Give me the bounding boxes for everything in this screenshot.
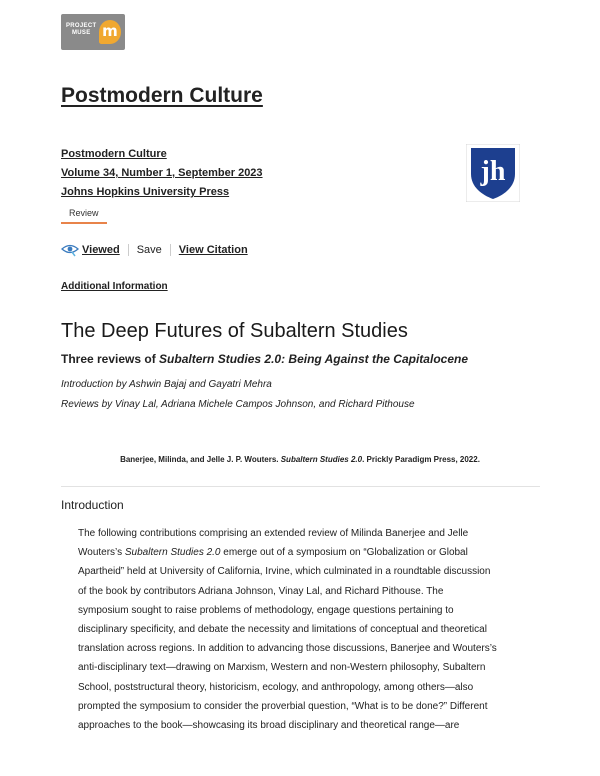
issue-link[interactable]: Volume 34, Number 1, September 2023 xyxy=(61,167,263,179)
action-divider xyxy=(128,244,129,256)
subtitle-prefix: Three reviews of xyxy=(61,352,160,366)
review-badge: Review xyxy=(61,208,107,224)
intro-credit: Introduction by Ashwin Bajaj and Gayatri Mehra xyxy=(61,379,272,390)
publisher-link[interactable]: Johns Hopkins University Press xyxy=(61,186,230,198)
body-line: Wouters’s Subaltern Studies 2.0 emerge out of a symposium on “Globalization or Global xyxy=(78,547,468,559)
journal-title[interactable]: Postmodern Culture xyxy=(61,84,263,107)
article-credits xyxy=(61,375,415,415)
muse-m-icon: m xyxy=(99,20,121,44)
citation-authors: Banerjee, Milinda, and Jelle J. P. Wouters. xyxy=(120,455,281,464)
body-line: anti-disciplinary text—drawing on Marxism, Western and non-Western philosophy, Subaltern xyxy=(78,662,486,674)
project-muse-logo[interactable] xyxy=(61,14,125,50)
additional-information-link[interactable]: Additional Information xyxy=(61,281,168,292)
save-button[interactable]: Save xyxy=(136,244,162,256)
viewed-eye-icon xyxy=(61,243,79,257)
section-heading: Introduction xyxy=(61,498,124,512)
body-line: prompted the symposium to consider the proverbial question, “What is to be done?” Different xyxy=(78,700,488,712)
body-line: Apartheid” held at University of California, Irvine, which culminated in a roundtable discussion xyxy=(78,566,491,578)
jhu-shield-icon[interactable] xyxy=(466,144,520,202)
view-citation-link[interactable]: View Citation xyxy=(178,244,248,256)
action-divider xyxy=(170,244,171,256)
body-line: symposium sought to raise problems of methodology, engage questions pertaining to xyxy=(78,604,454,616)
body-line: The following contributions comprising an extended review of Milinda Banerjee and Jelle xyxy=(78,528,469,539)
body-paragraph xyxy=(78,524,548,735)
book-citation xyxy=(0,455,600,464)
citation-book: Subaltern Studies 2.0 xyxy=(280,455,363,464)
reviews-credit: Reviews by Vinay Lal, Adriana Michele Campos Johnson, and Richard Pithouse xyxy=(61,399,415,410)
body-line: approaches to the book—showcasing its broad disciplinary and theoretical range—are xyxy=(78,720,460,732)
logo-line1: PROJECT xyxy=(66,23,97,29)
viewed-link[interactable]: Viewed xyxy=(82,244,120,256)
logo-line2: MUSE xyxy=(72,30,91,36)
journal-link[interactable]: Postmodern Culture xyxy=(61,148,167,160)
article-subtitle xyxy=(61,352,468,366)
subtitle-book-title: Subaltern Studies 2.0: Being Against the Capitalocene xyxy=(159,352,468,366)
article-title: The Deep Futures of Subaltern Studies xyxy=(61,320,408,342)
logo-text xyxy=(66,23,96,37)
jhu-letters: jh xyxy=(480,156,506,187)
body-line: disciplinary specificity, and debate the necessity and limitations of conceptual and theoretical xyxy=(78,624,487,636)
body-line: of the book by contributors Adriana Johnson, Vinay Lal, and Richard Pithouse. The xyxy=(78,585,444,597)
body-line: School, poststructural theory, historicism, ecology, and anthropology, among others—also xyxy=(78,681,474,693)
article-actions xyxy=(61,243,248,257)
section-divider xyxy=(61,486,540,487)
body-line: translation across regions. In addition to advancing those discussions, Banerjee and Wouters’s xyxy=(78,643,497,655)
issue-meta xyxy=(61,145,263,202)
citation-rest: . Prickly Paradigm Press, 2022. xyxy=(362,455,480,464)
